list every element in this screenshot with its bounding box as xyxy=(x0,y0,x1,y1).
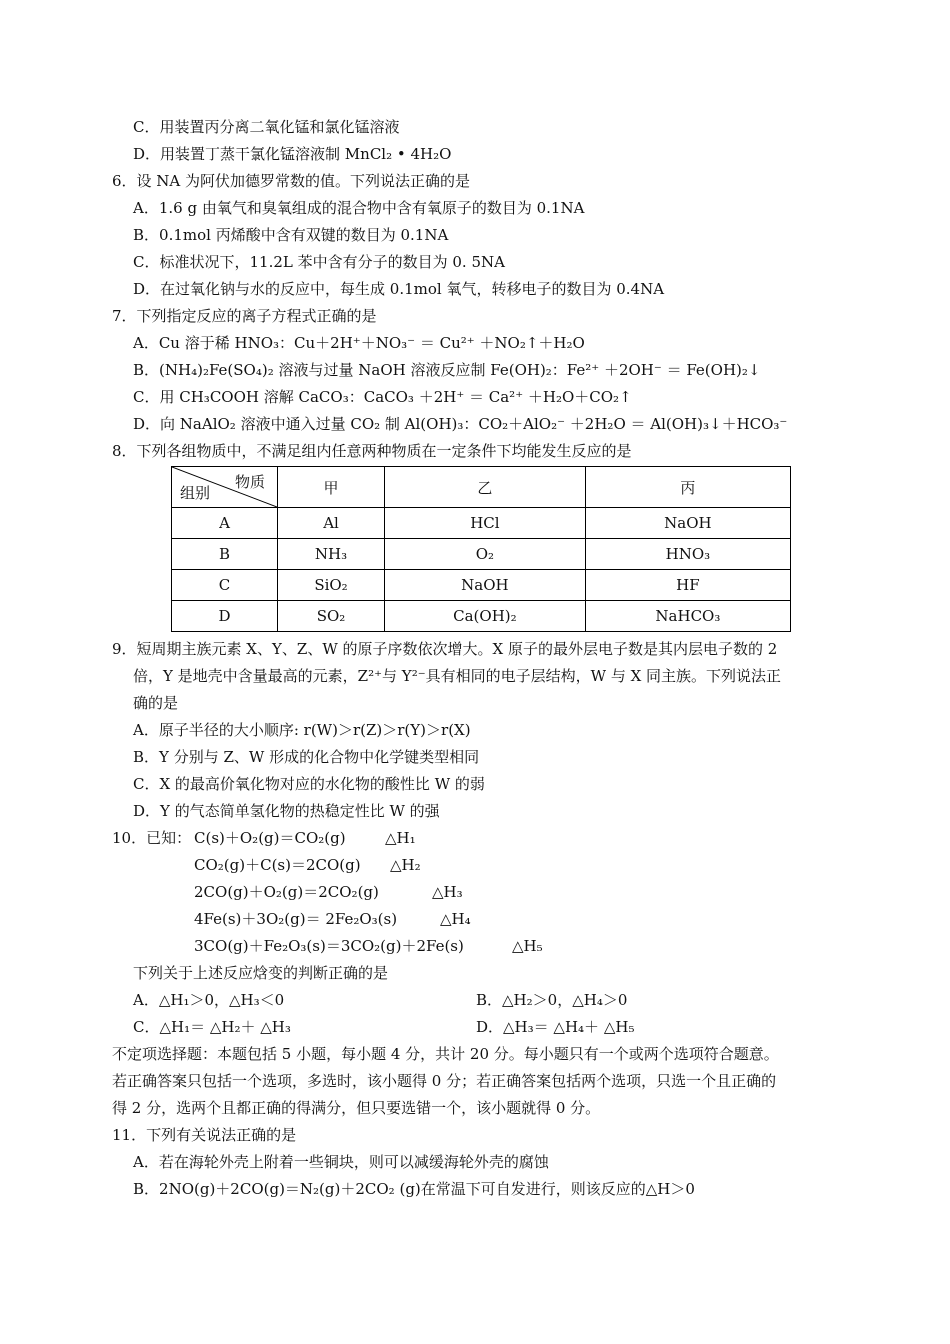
q7-option-b: B．(NH₄)₂Fe(SO₄)₂ 溶液与过量 NaOH 溶液反应制 Fe(OH)₂：Fe²⁺ ＋2OH⁻ ＝ Fe(OH)₂↓ xyxy=(133,361,761,379)
row-group: C xyxy=(172,570,278,601)
table-header: 丙 xyxy=(585,467,790,508)
table-cell: SO₂ xyxy=(278,601,385,632)
q7-stem: 7．下列指定反应的离子方程式正确的是 xyxy=(112,307,377,325)
table-cell: SiO₂ xyxy=(278,570,385,601)
q6-option-c: C．标准状况下，11.2L 苯中含有分子的数目为 0. 5NA xyxy=(133,253,505,271)
table-corner-cell xyxy=(172,467,278,508)
q10-option-d: D．△H₃＝ △H₄＋ △H₅ xyxy=(476,1018,635,1036)
q9-option-b: B．Y 分别与 Z、W 形成的化合物中化学键类型相同 xyxy=(133,748,480,766)
q6-option-b: B．0.1mol 丙烯酸中含有双键的数目为 0.1NA xyxy=(133,226,449,244)
q10-enthalpy: △H₃ xyxy=(432,883,463,901)
table-header: 甲 xyxy=(278,467,385,508)
corner-header-bottom: 组别 xyxy=(180,484,211,502)
table-cell: Al xyxy=(278,508,385,539)
row-group: B xyxy=(172,539,278,570)
section-instructions-line3: 得 2 分，选两个且都正确的得满分，但只要选错一个，该小题就得 0 分。 xyxy=(112,1099,601,1117)
table-cell: NaOH xyxy=(585,508,790,539)
q10-option-c: C．△H₁＝ △H₂＋ △H₃ xyxy=(133,1018,291,1036)
q11-option-b: B．2NO(g)＋2CO(g)＝N₂(g)＋2CO₂ (g)在常温下可自发进行，则该反应的△H＞0 xyxy=(133,1180,695,1198)
q8-table xyxy=(171,466,791,632)
table-row xyxy=(172,601,791,632)
q10-equation: CO₂(g)＋C(s)＝2CO(g) xyxy=(194,856,361,874)
q9-option-c: C．X 的最高价氧化物对应的水化物的酸性比 W 的弱 xyxy=(133,775,485,793)
q7-option-c: C．用 CH₃COOH 溶解 CaCO₃：CaCO₃ ＋2H⁺ ＝ Ca²⁺ ＋H₂O＋CO₂↑ xyxy=(133,388,632,406)
q5-option-d: D．用装置丁蒸干氯化锰溶液制 MnCl₂ • 4H₂O xyxy=(133,145,452,163)
q9-stem-line3: 确的是 xyxy=(133,694,179,712)
row-group: D xyxy=(172,601,278,632)
q10-equation: 2CO(g)＋O₂(g)＝2CO₂(g) xyxy=(194,883,379,901)
q6-option-d: D．在过氧化钠与水的反应中，每生成 0.1mol 氧气，转移电子的数目为 0.4NA xyxy=(133,280,665,298)
q5-option-c: C．用装置丙分离二氧化锰和氯化锰溶液 xyxy=(133,118,400,136)
q11-stem: 11．下列有关说法正确的是 xyxy=(112,1126,297,1144)
q9-option-a: A．原子半径的大小顺序: r(W)＞r(Z)＞r(Y)＞r(X) xyxy=(133,721,471,739)
q9-stem-line1: 9．短周期主族元素 X、Y、Z、W 的原子序数依次增大。X 原子的最外层电子数是其内层电子数的 2 xyxy=(112,640,778,658)
table-cell: HCl xyxy=(385,508,586,539)
q10-stem: 10．已知： xyxy=(112,829,192,847)
q9-option-d: D．Y 的气态简单氢化物的热稳定性比 W 的强 xyxy=(133,802,440,820)
q10-enthalpy: △H₄ xyxy=(440,910,471,928)
q10-option-b: B．△H₂＞0，△H₄＞0 xyxy=(476,991,628,1009)
q10-equation: 4Fe(s)＋3O₂(g)＝ 2Fe₂O₃(s) xyxy=(194,910,398,928)
table-cell: O₂ xyxy=(385,539,586,570)
table-row xyxy=(172,570,791,601)
table-row xyxy=(172,539,791,570)
q10-equation: 3CO(g)＋Fe₂O₃(s)＝3CO₂(g)＋2Fe(s) xyxy=(194,937,464,955)
table-cell: NH₃ xyxy=(278,539,385,570)
table-cell: NaHCO₃ xyxy=(585,601,790,632)
table-row xyxy=(172,508,791,539)
q9-stem-line2: 倍，Y 是地壳中含量最高的元素，Z²⁺与 Y²⁻具有相同的电子层结构，W 与 X 同主族。下列说法正 xyxy=(133,667,782,685)
table-cell: HF xyxy=(585,570,790,601)
corner-header-top: 物质 xyxy=(234,473,265,491)
table-cell: Ca(OH)₂ xyxy=(385,601,586,632)
q10-enthalpy: △H₂ xyxy=(390,856,421,874)
q8-stem: 8．下列各组物质中，不满足组内任意两种物质在一定条件下均能发生反应的是 xyxy=(112,442,632,460)
q11-option-a: A．若在海轮外壳上附着一些铜块，则可以减缓海轮外壳的腐蚀 xyxy=(133,1153,549,1171)
q6-stem: 6．设 NA 为阿伏加德罗常数的值。下列说法正确的是 xyxy=(112,172,471,190)
q10-enthalpy: △H₅ xyxy=(512,937,543,955)
q10-enthalpy: △H₁ xyxy=(385,829,416,847)
q10-equation: C(s)＋O₂(g)＝CO₂(g) xyxy=(194,829,346,847)
row-group: A xyxy=(172,508,278,539)
q10-ask: 下列关于上述反应焓变的判断正确的是 xyxy=(133,964,389,982)
table-header: 乙 xyxy=(385,467,586,508)
section-instructions-line2: 若正确答案只包括一个选项，多选时，该小题得 0 分；若正确答案包括两个选项，只选一个且正确的 xyxy=(112,1072,777,1090)
section-instructions-line1: 不定项选择题：本题包括 5 小题，每小题 4 分，共计 20 分。每小题只有一个或两个选项符合题意。 xyxy=(112,1045,779,1063)
table-cell: HNO₃ xyxy=(585,539,790,570)
q10-option-a: A．△H₁＞0，△H₃＜0 xyxy=(133,991,285,1009)
q7-option-a: A．Cu 溶于稀 HNO₃：Cu＋2H⁺＋NO₃⁻ ＝ Cu²⁺ ＋NO₂↑＋H₂O xyxy=(133,334,585,352)
q7-option-d: D．向 NaAlO₂ 溶液中通入过量 CO₂ 制 Al(OH)₃：CO₂＋AlO₂⁻ ＋2H₂O ＝ Al(OH)₃↓＋HCO₃⁻ xyxy=(133,415,788,433)
table-cell: NaOH xyxy=(385,570,586,601)
q6-option-a: A．1.6 g 由氧气和臭氧组成的混合物中含有氧原子的数目为 0.1NA xyxy=(133,199,585,217)
